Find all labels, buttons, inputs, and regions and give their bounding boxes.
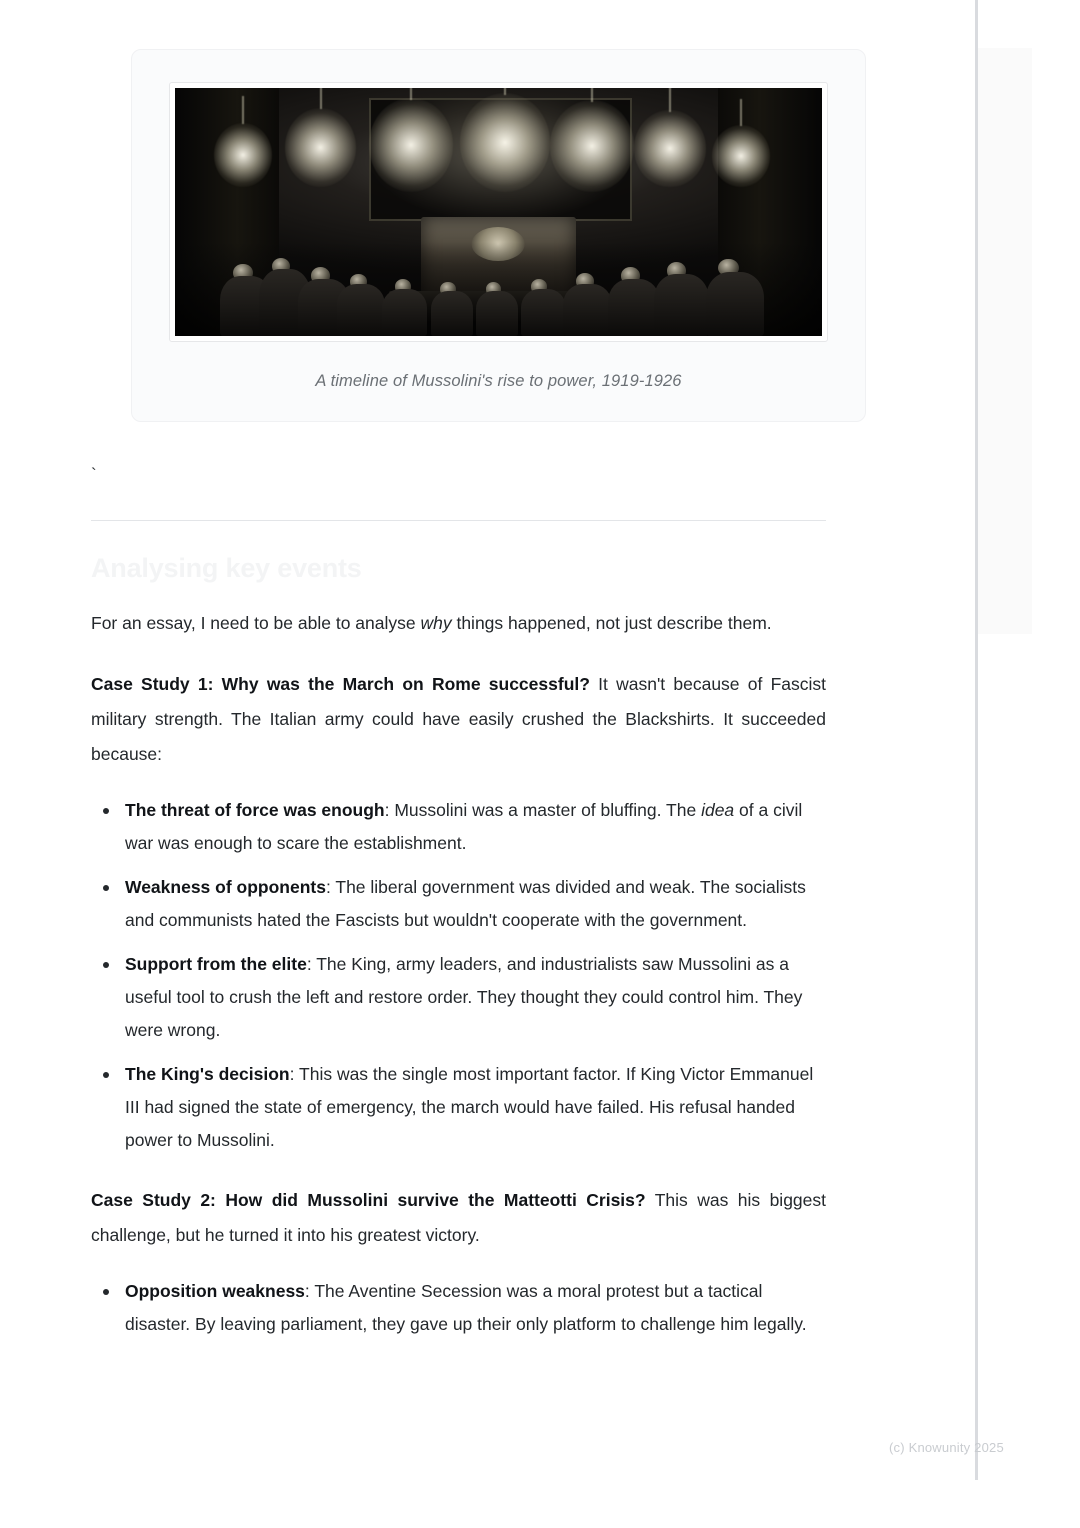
case-study-2-lead xyxy=(91,1183,826,1253)
figure-image-frame xyxy=(169,82,828,342)
intro-emphasis: why xyxy=(420,613,452,633)
case-study-1-question: Case Study 1: Why was the March on Rome successful? xyxy=(91,674,590,694)
bullet-text-before: : The King, army leaders, and industrialists saw Mussolini as a useful tool to crush the left and restore order. They thought they could control him. They were wrong. xyxy=(125,954,803,1040)
bullet-text-after: of a civil war was enough to scare the establishment. xyxy=(125,800,803,853)
case-study-1-lead xyxy=(91,667,826,772)
bullet-emphasis: idea xyxy=(701,800,735,820)
stray-backtick-text: ` xyxy=(91,465,97,484)
bullet-text-before: : The Aventine Secession was a moral protest but a tactical disaster. By leaving parliament, they gave up their only platform to challenge him legally. xyxy=(125,1281,807,1334)
case-study-2-bullets xyxy=(91,1275,826,1341)
bullet-text-before: : The liberal government was divided and weak. The socialists and communists hated the Fascists but wouldn't cooperate with the government. xyxy=(125,877,806,930)
list-item xyxy=(123,1058,826,1157)
list-item xyxy=(123,794,826,860)
bullet-label: Weakness of opponents xyxy=(125,877,326,897)
intro-text-before: For an essay, I need to be able to analyse xyxy=(91,613,421,633)
section-divider xyxy=(91,520,826,521)
list-item xyxy=(123,948,826,1047)
intro-text-after: things happened, not just describe them. xyxy=(451,613,772,633)
bullet-text-before: : This was the single most important factor. If King Victor Emmanuel III had signed the state of emergency, the march would have failed. His refusal handed power to Mussolini. xyxy=(125,1064,814,1150)
bullet-label: The King's decision xyxy=(125,1064,290,1084)
bullet-label: The threat of force was enough xyxy=(125,800,385,820)
intro-paragraph xyxy=(91,606,826,641)
list-item xyxy=(123,871,826,937)
case-study-2-lead-text: This was his biggest challenge, but he turned it into his greatest victory. xyxy=(91,1190,827,1245)
document-content xyxy=(91,0,826,1352)
figure-caption: A timeline of Mussolini's rise to power, 1919-1926 xyxy=(315,372,682,390)
bullet-label: Support from the elite xyxy=(125,954,307,974)
vertical-rule xyxy=(975,0,978,1480)
right-margin-panel xyxy=(978,48,1032,634)
figure-card xyxy=(131,49,866,422)
copyright-watermark: (c) Knowunity 2025 xyxy=(889,1440,1004,1455)
bullet-label: Opposition weakness xyxy=(125,1281,305,1301)
case-study-1-lead-text: It wasn't because of Fascist military strength. The Italian army could have easily crushed the Blackshirts. It succeeded because: xyxy=(91,674,826,764)
historical-hall-image xyxy=(175,88,822,336)
bullet-text-before: : Mussolini was a master of bluffing. The xyxy=(384,800,702,820)
case-study-1-bullets xyxy=(91,794,826,1157)
section-heading: Analysing key events xyxy=(91,553,362,583)
list-item xyxy=(123,1275,826,1341)
case-study-2-question: Case Study 2: How did Mussolini survive the Matteotti Crisis? xyxy=(91,1190,646,1210)
